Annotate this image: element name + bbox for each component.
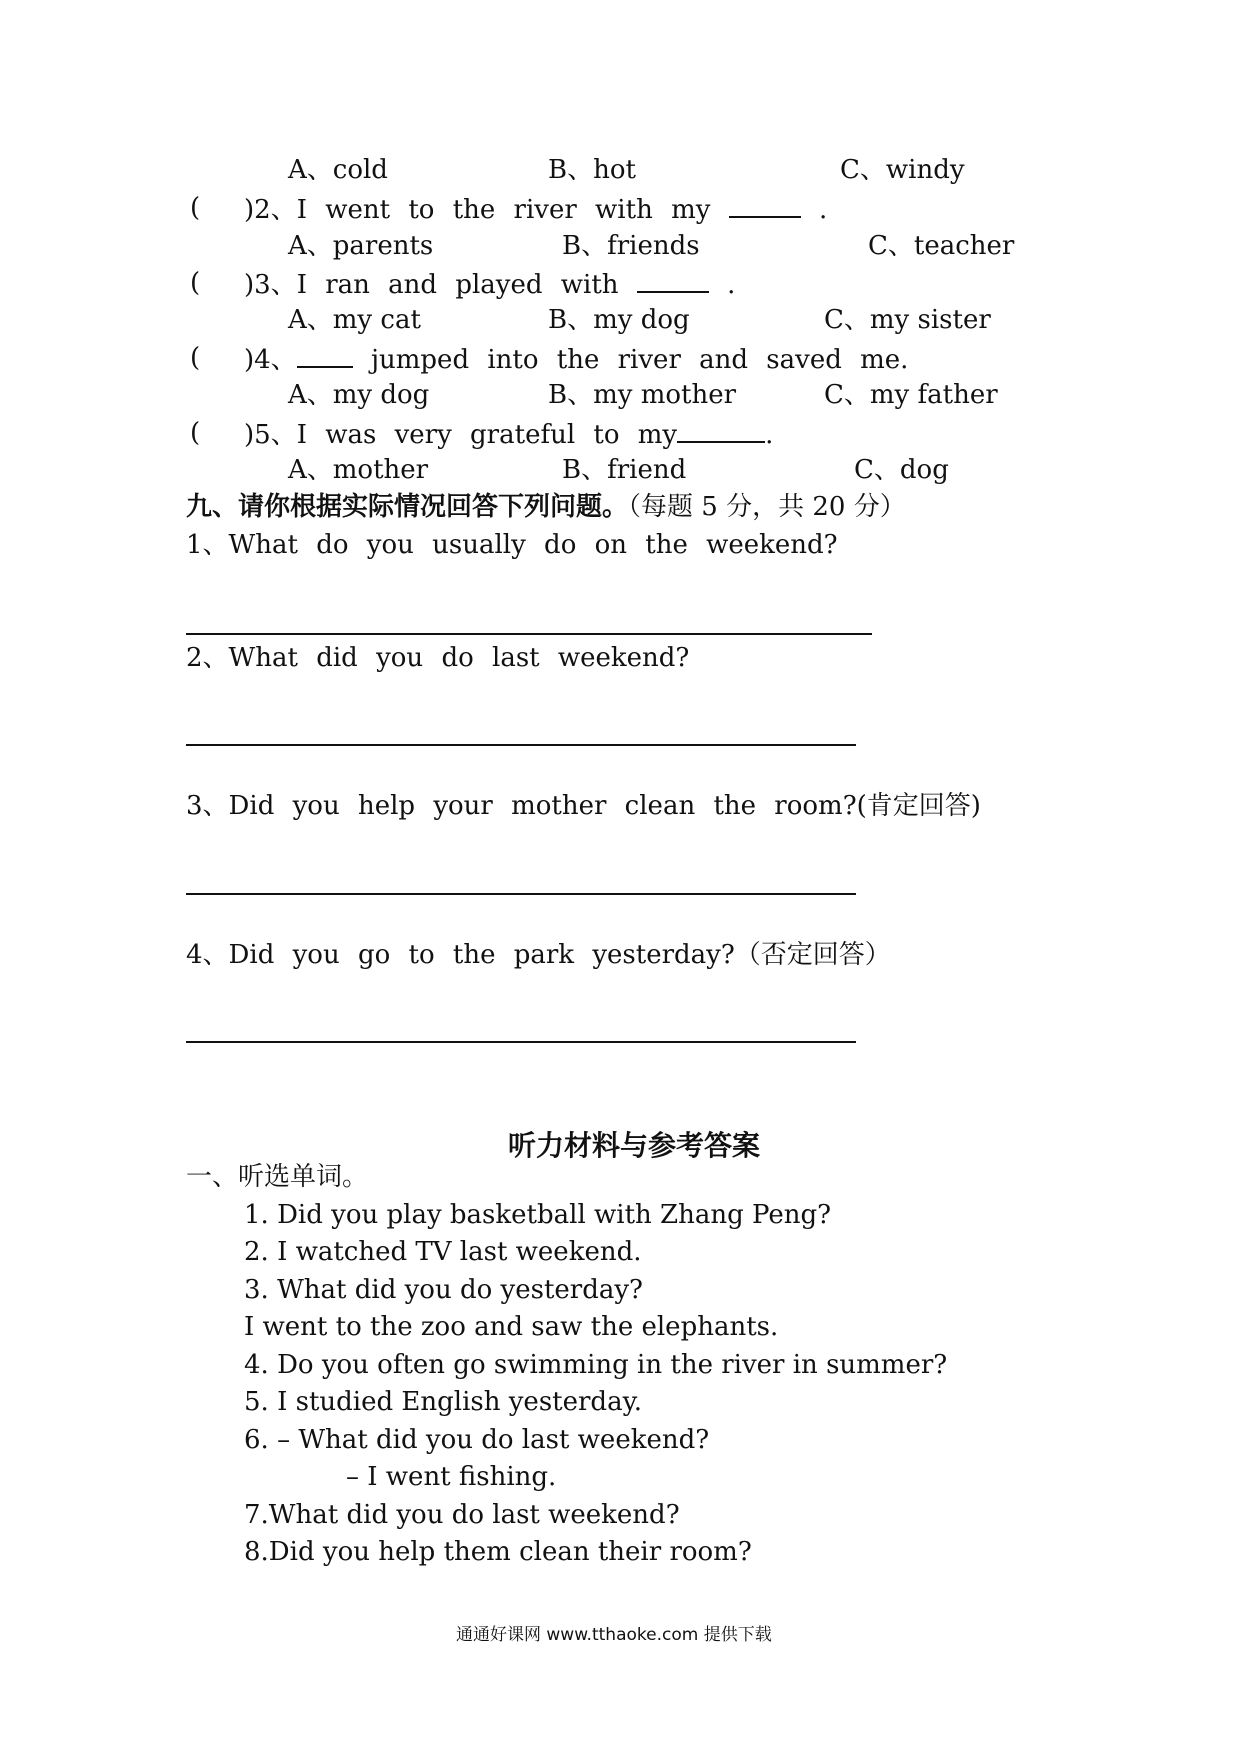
q1-option-c: C、windy — [840, 155, 965, 185]
q2-number: )2、 — [244, 195, 297, 225]
answer-question-4: 4、Did you go to the park yesterday?（否定回答） — [186, 940, 891, 970]
q2-option-c: C、teacher — [868, 231, 1015, 261]
q4-paren: ( — [190, 343, 201, 373]
q3-end: . — [727, 270, 736, 300]
answer-key-item: 6. – What did you do last weekend? — [244, 1425, 710, 1455]
q2-paren: ( — [190, 193, 201, 223]
q1-option-a: A、cold — [288, 155, 388, 185]
q2-option-b: B、friends — [562, 231, 700, 261]
section-9-heading — [186, 491, 906, 523]
section-9-title: 九、请你根据实际情况回答下列问题。 — [186, 492, 629, 522]
q5-option-c: C、dog — [854, 455, 949, 485]
q3-option-a: A、my cat — [288, 305, 421, 335]
answer-key-item: 7.What did you do last weekend? — [244, 1500, 680, 1530]
question-5 — [244, 417, 773, 451]
answer-question-3: 3、Did you help your mother clean the room?(肯定回答) — [186, 791, 981, 821]
answer-key-item: – I went fishing. — [346, 1462, 557, 1492]
q2-blank — [729, 192, 801, 218]
answer-key-item: 1. Did you play basketball with Zhang Peng? — [244, 1200, 832, 1230]
q3-paren: ( — [190, 268, 201, 298]
q5-blank — [677, 417, 765, 443]
question-3 — [244, 267, 735, 301]
q4-option-a: A、my dog — [288, 380, 430, 410]
answer-key-item: 3. What did you do yesterday? — [244, 1275, 643, 1305]
q5-end: . — [765, 420, 774, 450]
q3-text: I ran and played with — [296, 270, 619, 300]
q1-option-b: B、hot — [548, 155, 636, 185]
answer-key-section-1: 一、听选单词。 — [186, 1162, 369, 1192]
answer-line-3 — [186, 893, 856, 895]
answer-key-title: 听力材料与参考答案 — [508, 1129, 761, 1162]
answer-key-item: 8.Did you help them clean their room? — [244, 1537, 752, 1567]
footer-credit: 通通好课网 www.tthaoke.com 提供下载 — [456, 1625, 772, 1645]
q3-number: )3、 — [244, 270, 297, 300]
q5-option-a: A、mother — [288, 455, 429, 485]
answer-question-1: 1、What do you usually do on the weekend? — [186, 530, 838, 560]
answer-line-4 — [186, 1041, 856, 1043]
q2-end: . — [818, 195, 828, 225]
q3-option-c: C、my sister — [824, 305, 991, 335]
q4-option-c: C、my father — [824, 380, 998, 410]
answer-question-2: 2、What did you do last weekend? — [186, 643, 690, 673]
q4-option-b: B、my mother — [548, 380, 737, 410]
answer-key-item: 5. I studied English yesterday. — [244, 1387, 643, 1417]
q4-blank — [297, 342, 353, 368]
q5-paren: ( — [190, 418, 201, 448]
section-9-points: （每题 5 分，共 20 分） — [628, 492, 906, 522]
q4-number: )4、 — [244, 345, 297, 375]
q4-text: jumped into the river and saved me. — [370, 345, 909, 375]
question-4 — [244, 342, 908, 376]
q3-option-b: B、my dog — [548, 305, 690, 335]
question-2 — [244, 192, 827, 226]
q5-number: )5、 — [244, 420, 297, 450]
q5-option-b: B、friend — [562, 455, 687, 485]
answer-key-item: 2. I watched TV last weekend. — [244, 1237, 642, 1267]
q2-option-a: A、parents — [288, 231, 434, 261]
q2-text: I went to the river with my — [296, 195, 711, 225]
answer-line-1 — [186, 633, 872, 635]
q5-text: I was very grateful to my — [296, 420, 678, 450]
q3-blank — [637, 267, 709, 293]
answer-line-2 — [186, 744, 856, 746]
answer-key-item: I went to the zoo and saw the elephants. — [244, 1312, 779, 1342]
answer-key-item: 4. Do you often go swimming in the river in summer? — [244, 1350, 948, 1380]
